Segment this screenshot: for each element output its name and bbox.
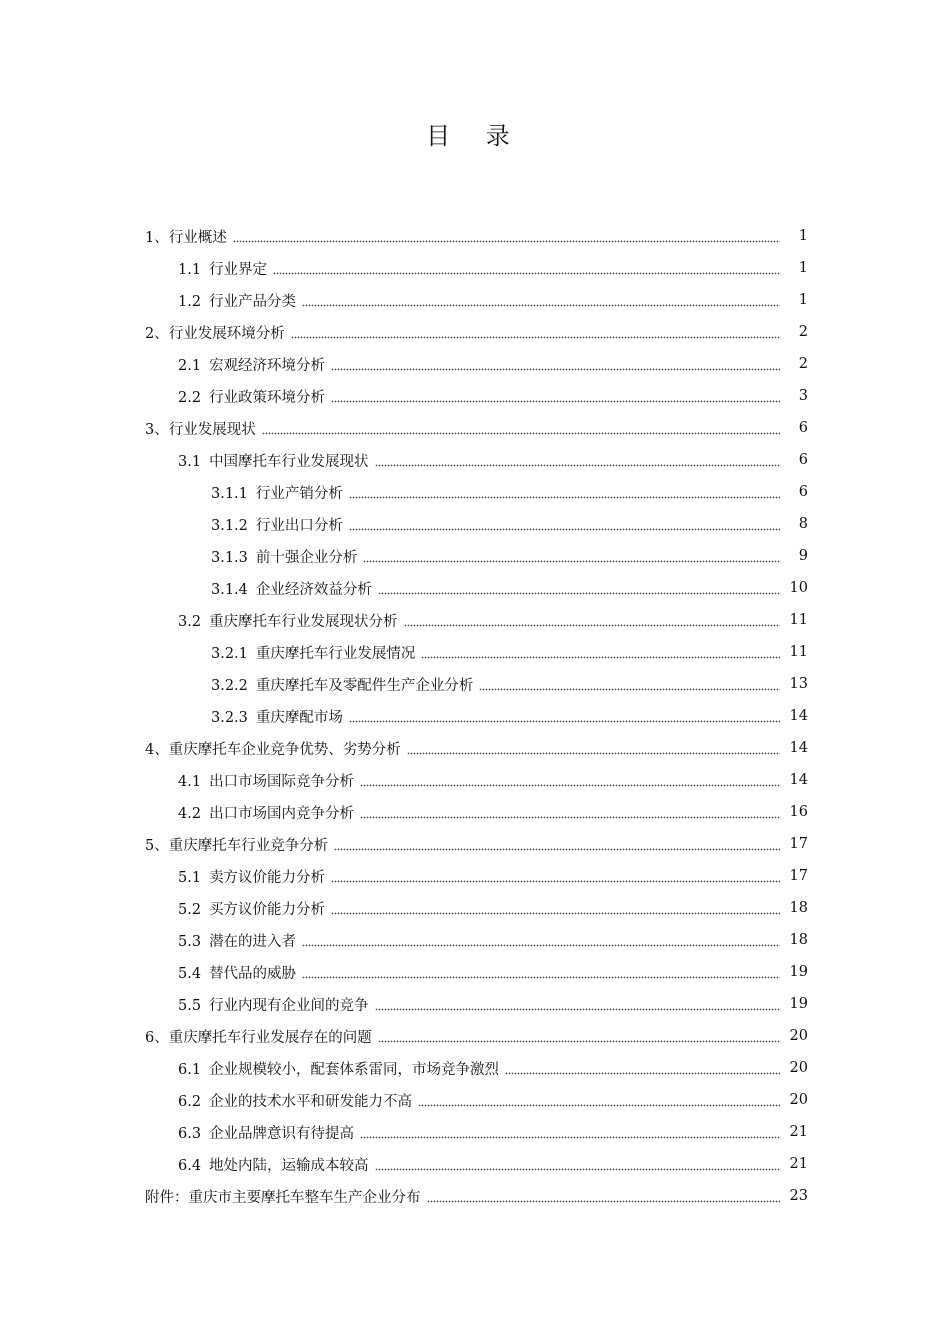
toc-page-number: 6 bbox=[798, 420, 808, 436]
dot-leader bbox=[375, 453, 780, 467]
toc-entry-title bbox=[178, 930, 298, 951]
toc-entry[interactable] bbox=[145, 636, 808, 668]
toc-entry-title bbox=[145, 226, 229, 247]
toc-page-number: 23 bbox=[789, 1188, 808, 1204]
toc-page-number: 6 bbox=[798, 484, 808, 500]
toc-entry-title bbox=[145, 1186, 423, 1207]
toc-page-number: 16 bbox=[789, 804, 808, 820]
toc-entry-number: 2.2 bbox=[178, 389, 202, 406]
toc-page-number: 19 bbox=[789, 996, 808, 1012]
toc-entry-title bbox=[211, 482, 345, 503]
toc-entry-title bbox=[178, 290, 298, 311]
toc-entry-text: 行业内现有企业间的竞争 bbox=[209, 997, 369, 1014]
dot-leader bbox=[331, 901, 780, 915]
toc-entry-number: 5、 bbox=[145, 837, 169, 854]
toc-page-number: 18 bbox=[789, 932, 808, 948]
toc-entry-text: 行业概述 bbox=[168, 229, 227, 246]
toc-entry-title bbox=[211, 546, 359, 567]
toc-entry-title bbox=[178, 610, 400, 631]
toc-entry-number: 2、 bbox=[145, 325, 169, 342]
toc-entry-text: 行业出口分析 bbox=[255, 517, 343, 534]
toc-entry-title bbox=[178, 866, 327, 887]
toc-entry-text: 重庆摩托车行业竞争分析 bbox=[168, 837, 329, 854]
toc-entry-title bbox=[178, 994, 371, 1015]
toc-entry-number: 3.2.3 bbox=[211, 709, 248, 726]
toc-entry-text: 行业产销分析 bbox=[255, 485, 343, 502]
toc-entry-number: 4、 bbox=[145, 741, 169, 758]
toc-entry[interactable] bbox=[145, 284, 808, 316]
toc-entry[interactable] bbox=[145, 1052, 808, 1084]
toc-entry-text: 企业经济效益分析 bbox=[255, 581, 372, 598]
toc-page-number: 2 bbox=[798, 324, 808, 340]
toc-entry-number: 3.1.2 bbox=[211, 517, 248, 534]
toc-entry-number: 5.5 bbox=[178, 997, 202, 1014]
toc-page-number: 10 bbox=[789, 580, 808, 596]
toc-entry-title bbox=[145, 834, 330, 855]
toc-page-number: 14 bbox=[789, 772, 808, 788]
toc-entry-text: 重庆摩托车行业发展现状分析 bbox=[209, 613, 398, 630]
toc-entry[interactable] bbox=[145, 860, 808, 892]
toc-entry-number: 5.2 bbox=[178, 901, 202, 918]
toc-entry-number: 3.1 bbox=[178, 453, 202, 470]
toc-entry-title bbox=[178, 1058, 501, 1079]
toc-entry-text: 出口市场国际竞争分析 bbox=[209, 773, 355, 790]
toc-entry-number: 4.1 bbox=[178, 773, 202, 790]
toc-entry-text: 企业规模较小，配套体系雷同，市场竞争激烈 bbox=[209, 1061, 500, 1078]
toc-entry-text: 地处内陆，运输成本较高 bbox=[209, 1157, 369, 1174]
toc-entry[interactable] bbox=[145, 892, 808, 924]
toc-entry[interactable] bbox=[145, 732, 808, 764]
toc-entry-text: 出口市场国内竞争分析 bbox=[209, 805, 355, 822]
dot-leader bbox=[363, 549, 780, 563]
toc-entry[interactable] bbox=[145, 252, 808, 284]
toc-entry-text: 行业政策环境分析 bbox=[209, 389, 326, 406]
toc-entry-number: 1、 bbox=[145, 229, 169, 246]
dot-leader bbox=[378, 581, 780, 595]
toc-page-number: 8 bbox=[798, 516, 808, 532]
dot-leader bbox=[360, 1125, 780, 1139]
toc-entry[interactable] bbox=[145, 380, 808, 412]
toc-page-number: 17 bbox=[789, 836, 808, 852]
toc-entry-title bbox=[178, 450, 371, 471]
toc-page-number: 11 bbox=[789, 612, 808, 628]
toc-entry-title bbox=[211, 642, 417, 663]
toc-entry-number: 1.2 bbox=[178, 293, 202, 310]
toc-entry-title bbox=[178, 962, 298, 983]
toc-page-number: 21 bbox=[789, 1124, 808, 1140]
toc-entry[interactable] bbox=[145, 540, 808, 572]
toc-entry[interactable] bbox=[145, 1020, 808, 1052]
dot-leader bbox=[375, 997, 780, 1011]
dot-leader bbox=[349, 709, 780, 723]
toc-entry-title bbox=[178, 1090, 414, 1111]
toc-entry-number: 3、 bbox=[145, 421, 169, 438]
toc-entry[interactable] bbox=[145, 316, 808, 348]
toc-entry[interactable] bbox=[145, 604, 808, 636]
dot-leader bbox=[302, 293, 780, 307]
toc-entry-number: 3.2.2 bbox=[211, 677, 248, 694]
table-of-contents bbox=[145, 220, 808, 1212]
toc-entry-title bbox=[178, 1122, 356, 1143]
toc-entry-title bbox=[178, 354, 327, 375]
dot-leader bbox=[273, 261, 780, 275]
toc-entry-title bbox=[178, 802, 356, 823]
dot-leader bbox=[360, 773, 780, 787]
toc-entry-number: 5.3 bbox=[178, 933, 202, 950]
toc-entry-title bbox=[178, 386, 327, 407]
toc-entry-title bbox=[178, 1154, 371, 1175]
toc-entry[interactable] bbox=[145, 668, 808, 700]
toc-page-number: 14 bbox=[789, 740, 808, 756]
toc-entry[interactable] bbox=[145, 444, 808, 476]
toc-entry-title bbox=[211, 674, 475, 695]
dot-leader bbox=[407, 741, 780, 755]
toc-entry-number: 6.2 bbox=[178, 1093, 202, 1110]
toc-entry-text: 潜在的进入者 bbox=[209, 933, 297, 950]
dot-leader bbox=[418, 1093, 780, 1107]
dot-leader bbox=[378, 1029, 780, 1043]
toc-entry-number: 3.1.4 bbox=[211, 581, 248, 598]
toc-entry-text: 卖方议价能力分析 bbox=[209, 869, 326, 886]
toc-entry-number: 3.2.1 bbox=[211, 645, 248, 662]
toc-entry-number: 3.2 bbox=[178, 613, 202, 630]
toc-page-number: 20 bbox=[789, 1092, 808, 1108]
toc-entry-text: 行业发展环境分析 bbox=[168, 325, 285, 342]
dot-leader bbox=[479, 677, 780, 691]
toc-entry[interactable] bbox=[145, 1084, 808, 1116]
dot-leader bbox=[360, 805, 780, 819]
toc-page-number: 13 bbox=[789, 676, 808, 692]
toc-entry-text: 行业界定 bbox=[209, 261, 268, 278]
toc-entry-title bbox=[145, 738, 403, 759]
dot-leader bbox=[233, 229, 780, 243]
toc-entry[interactable] bbox=[145, 924, 808, 956]
toc-entry-text: 重庆摩托车企业竞争优势、劣势分析 bbox=[168, 741, 401, 758]
toc-entry-title bbox=[211, 514, 345, 535]
toc-entry[interactable] bbox=[145, 700, 808, 732]
dot-leader bbox=[349, 485, 780, 499]
toc-entry[interactable] bbox=[145, 476, 808, 508]
toc-page-number: 11 bbox=[789, 644, 808, 660]
toc-entry[interactable] bbox=[145, 1148, 808, 1180]
toc-entry-text: 附件：重庆市主要摩托车整车生产企业分布 bbox=[145, 1189, 421, 1206]
toc-page-number: 1 bbox=[798, 292, 808, 308]
toc-entry[interactable] bbox=[145, 508, 808, 540]
toc-entry[interactable] bbox=[145, 1180, 808, 1212]
toc-page-number: 19 bbox=[789, 964, 808, 980]
dot-leader bbox=[331, 869, 780, 883]
toc-entry[interactable] bbox=[145, 572, 808, 604]
toc-entry-text: 重庆摩托车及零配件生产企业分析 bbox=[255, 677, 474, 694]
toc-page-number: 6 bbox=[798, 452, 808, 468]
toc-entry-number: 6.4 bbox=[178, 1157, 202, 1174]
toc-entry-text: 重庆摩配市场 bbox=[255, 709, 343, 726]
toc-entry-number: 3.1.1 bbox=[211, 485, 248, 502]
toc-entry-title bbox=[178, 770, 356, 791]
toc-entry-number: 5.1 bbox=[178, 869, 202, 886]
toc-entry-number: 6.3 bbox=[178, 1125, 202, 1142]
toc-entry-text: 重庆摩托车行业发展存在的问题 bbox=[168, 1029, 372, 1046]
toc-entry-title bbox=[178, 258, 269, 279]
toc-page-number: 20 bbox=[789, 1028, 808, 1044]
toc-page-number: 9 bbox=[798, 548, 808, 564]
toc-entry-text: 买方议价能力分析 bbox=[209, 901, 326, 918]
toc-entry[interactable] bbox=[145, 956, 808, 988]
toc-page-number: 2 bbox=[798, 356, 808, 372]
toc-entry-number: 1.1 bbox=[178, 261, 202, 278]
toc-entry-number: 6.1 bbox=[178, 1061, 202, 1078]
toc-entry[interactable] bbox=[145, 764, 808, 796]
dot-leader bbox=[404, 613, 780, 627]
toc-entry-title bbox=[178, 898, 327, 919]
toc-entry-text: 企业品牌意识有待提高 bbox=[209, 1125, 355, 1142]
toc-entry-title bbox=[145, 418, 258, 439]
toc-page-number: 1 bbox=[798, 260, 808, 276]
toc-entry-number: 4.2 bbox=[178, 805, 202, 822]
toc-entry-text: 中国摩托车行业发展现状 bbox=[209, 453, 369, 470]
dot-leader bbox=[349, 517, 780, 531]
toc-page-number: 3 bbox=[798, 388, 808, 404]
dot-leader bbox=[427, 1189, 781, 1203]
toc-entry-text: 企业的技术水平和研发能力不高 bbox=[209, 1093, 413, 1110]
toc-page-number: 21 bbox=[789, 1156, 808, 1172]
dot-leader bbox=[291, 325, 780, 339]
dot-leader bbox=[505, 1061, 780, 1075]
toc-page-number: 17 bbox=[789, 868, 808, 884]
toc-entry-title bbox=[145, 322, 287, 343]
toc-page-number: 18 bbox=[789, 900, 808, 916]
toc-entry[interactable] bbox=[145, 220, 808, 252]
toc-entry-text: 行业发展现状 bbox=[168, 421, 256, 438]
toc-entry-number: 3.1.3 bbox=[211, 549, 248, 566]
toc-entry[interactable] bbox=[145, 348, 808, 380]
dot-leader bbox=[302, 933, 780, 947]
toc-entry-title bbox=[211, 578, 374, 599]
toc-entry-text: 前十强企业分析 bbox=[255, 549, 358, 566]
toc-entry-text: 重庆摩托车行业发展情况 bbox=[255, 645, 416, 662]
toc-entry-title bbox=[145, 1026, 374, 1047]
dot-leader bbox=[421, 645, 780, 659]
toc-page-number: 20 bbox=[789, 1060, 808, 1076]
toc-entry[interactable] bbox=[145, 1116, 808, 1148]
toc-entry-title bbox=[211, 706, 345, 727]
dot-leader bbox=[375, 1157, 780, 1171]
toc-entry-number: 6、 bbox=[145, 1029, 169, 1046]
dot-leader bbox=[331, 357, 780, 371]
toc-entry-text: 行业产品分类 bbox=[209, 293, 297, 310]
dot-leader bbox=[302, 965, 780, 979]
dot-leader bbox=[334, 837, 780, 851]
toc-page-number: 1 bbox=[798, 228, 808, 244]
toc-entry-number: 5.4 bbox=[178, 965, 202, 982]
toc-entry[interactable] bbox=[145, 412, 808, 444]
toc-entry[interactable] bbox=[145, 988, 808, 1020]
dot-leader bbox=[331, 389, 780, 403]
toc-entry-number: 2.1 bbox=[178, 357, 202, 374]
page-title: 目 录 bbox=[426, 122, 524, 150]
toc-page-number: 14 bbox=[789, 708, 808, 724]
toc-entry-text: 宏观经济环境分析 bbox=[209, 357, 326, 374]
toc-entry-text: 替代品的威胁 bbox=[209, 965, 297, 982]
dot-leader bbox=[262, 421, 780, 435]
toc-entry[interactable] bbox=[145, 828, 808, 860]
toc-entry[interactable] bbox=[145, 796, 808, 828]
